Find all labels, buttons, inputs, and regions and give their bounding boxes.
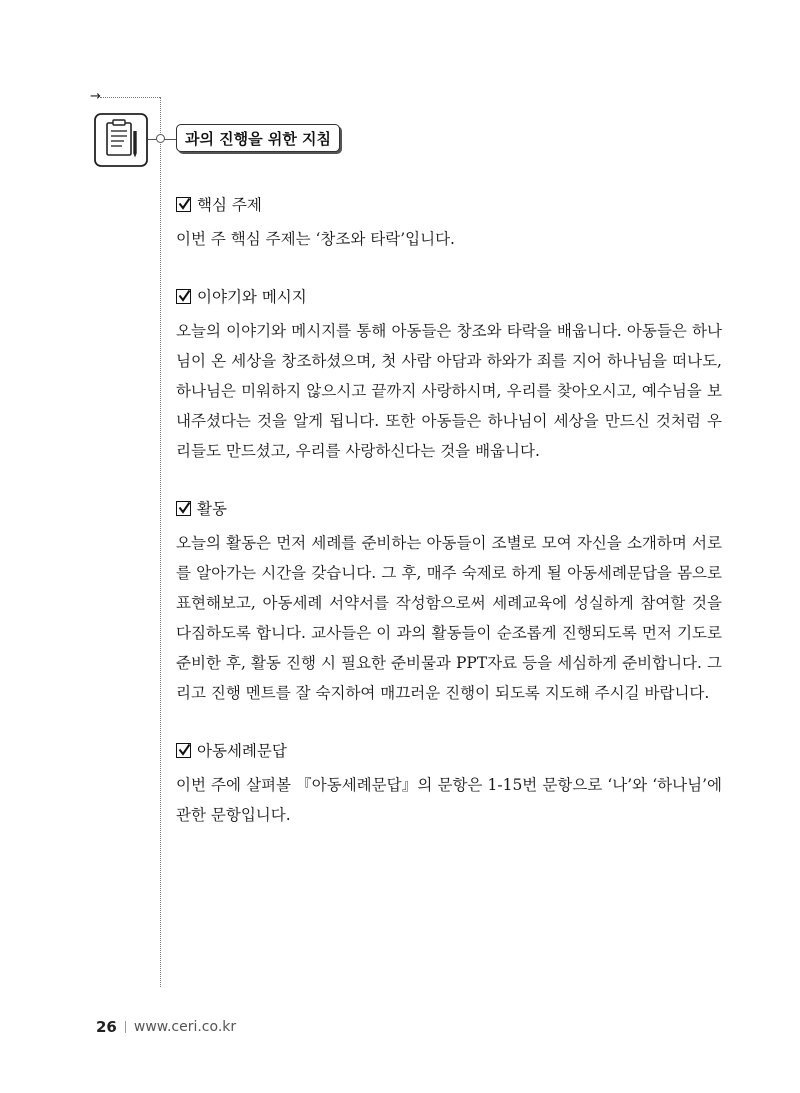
section-heading <box>176 284 722 308</box>
section-heading <box>176 738 722 762</box>
section-activity <box>176 496 722 708</box>
section-heading <box>176 496 722 520</box>
section-title: 과의 진행을 위한 지침 <box>176 124 340 152</box>
guide-line-vertical <box>160 97 161 987</box>
section-body: 이번 주 핵심 주제는 ‘창조와 타락’입니다. <box>176 230 455 248</box>
section-heading-label: 활동 <box>197 500 227 518</box>
connector-dot <box>156 134 165 143</box>
section-story-message <box>176 284 722 466</box>
page-footer <box>96 1018 236 1036</box>
checkbox-checked-icon <box>176 289 191 304</box>
section-heading-label: 핵심 주제 <box>197 196 262 214</box>
page-number: 26 <box>96 1018 117 1036</box>
section-heading <box>176 192 722 216</box>
section-catechism <box>176 738 722 830</box>
section-heading-label: 이야기와 메시지 <box>197 288 307 306</box>
checkbox-checked-icon <box>176 197 191 212</box>
checkbox-checked-icon <box>176 743 191 758</box>
section-body: 오늘의 이야기와 메시지를 통해 아동들은 창조와 타락을 배웁니다. 아동들은 하나님이 온 세상을 창조하셨으며, 첫 사람 아담과 하와가 죄를 지어 하나님을 떠나도, 하나님은 미워하지 않으시고 끝까지 사랑하시며, 우리를 찾아오시고, 예수님을 보내주셨다는 것을 알게 됩니다. 또한 아동들은 하나님이 세상을 만드신 것처럼 우리들도 만드셨고, 우리를 사랑하신다는 것을 배웁니다. <box>176 322 722 460</box>
arrow-right-icon: → <box>90 89 101 104</box>
section-core-topic <box>176 192 722 254</box>
section-body: 이번 주에 살펴볼 『아동세례문답』의 문항은 1-15번 문항으로 ‘나’와 ‘하나님’에 관한 문항입니다. <box>176 776 722 824</box>
website-link[interactable]: www.ceri.co.kr <box>133 1019 237 1035</box>
footer-divider <box>125 1021 126 1033</box>
clipboard-icon <box>94 113 148 167</box>
section-heading-label: 아동세례문답 <box>197 742 287 760</box>
section-body: 오늘의 활동은 먼저 세례를 준비하는 아동들이 조별로 모여 자신을 소개하며 서로를 알아가는 시간을 갖습니다. 그 후, 매주 숙제로 하게 될 아동세례문답을 몸으로 표현해보고, 아동세례 서약서를 작성함으로써 세례교육에 성실하게 참여할 것을 다짐하도록 합니다. 교사들은 이 과의 활동들이 순조롭게 진행되도록 먼저 기도로 준비한 후, 활동 진행 시 필요한 준비물과 PPT자료 등을 세심하게 준비합니다. 그리고 진행 멘트를 잘 숙지하여 매끄러운 진행이 되도록 지도해 주시길 바랍니다. <box>176 534 722 702</box>
content-area <box>176 192 722 860</box>
checkbox-checked-icon <box>176 501 191 516</box>
guide-line-top <box>100 97 160 98</box>
